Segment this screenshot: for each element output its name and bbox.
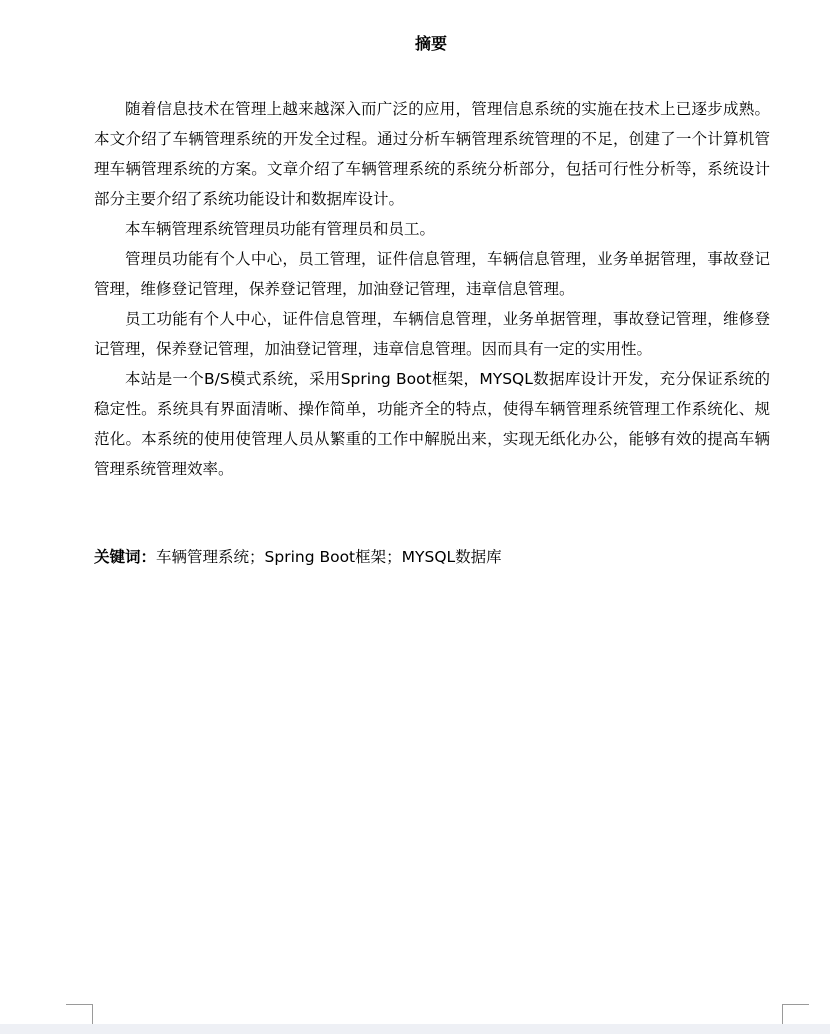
abstract-paragraph-1: 随着信息技术在管理上越来越深入而广泛的应用，管理信息系统的实施在技术上已逐步成熟。本文介绍了车辆管理系统的开发全过程。通过分析车辆管理系统管理的不足，创建了一个计算机管理车辆管理系统的方案。文章介绍了车辆管理系统的系统分析部分，包括可行性分析等，系统设计部分主要介绍了系统功能设计和数据库设计。 [94, 100, 770, 208]
abstract-body [94, 94, 770, 484]
abstract-paragraph-4: 员工功能有个人中心，证件信息管理，车辆信息管理，业务单据管理，事故登记管理，维修登记管理，保养登记管理，加油登记管理，违章信息管理。因而具有一定的实用性。 [94, 310, 770, 358]
abstract-paragraph-3: 管理员功能有个人中心，员工管理，证件信息管理，车辆信息管理，业务单据管理，事故登记管理，维修登记管理，保养登记管理，加油登记管理，违章信息管理。 [94, 250, 770, 298]
page-corner-mark-left [66, 1004, 93, 1025]
keywords-text: 车辆管理系统；Spring Boot框架；MYSQL数据库 [156, 548, 502, 566]
keywords-line [94, 542, 770, 572]
page-title: 摘要 [414, 34, 447, 53]
abstract-paragraph-5: 本站是一个B/S模式系统，采用Spring Boot框架，MYSQL数据库设计开发，充分保证系统的稳定性。系统具有界面清晰、操作简单，功能齐全的特点，使得车辆管理系统管理工作系统化、规范化。本系统的使用使管理人员从繁重的工作中解脱出来，实现无纸化办公，能够有效的提高车辆管理系统管理效率。 [94, 370, 770, 478]
abstract-paragraph-2: 本车辆管理系统管理员功能有管理员和员工。 [125, 220, 436, 238]
page-gap-background [0, 1024, 830, 1034]
keywords-label: 关键词： [94, 548, 157, 566]
page-corner-mark-right [782, 1004, 809, 1025]
